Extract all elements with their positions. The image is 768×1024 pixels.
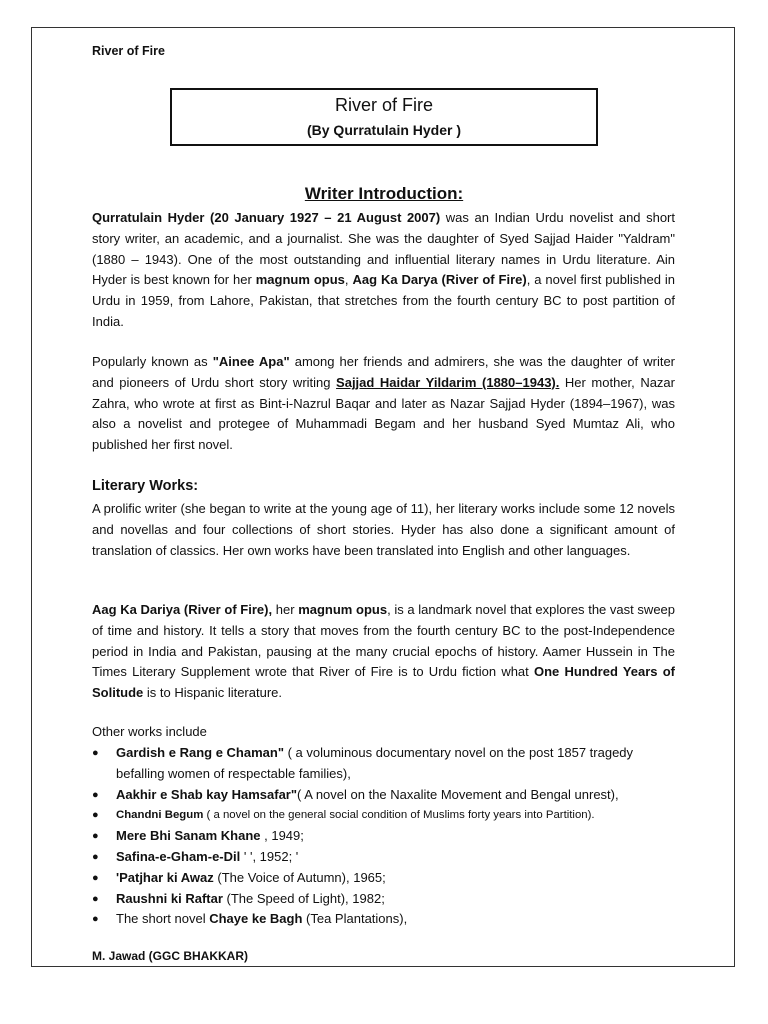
work-description: ( A novel on the Naxalite Movement and Bengal unrest), [297, 786, 619, 802]
intro2-text-1: Popularly known as [92, 354, 213, 369]
list-item [92, 847, 682, 868]
literary-paragraph-2 [92, 600, 675, 704]
list-item [92, 805, 682, 826]
footer-author: M. Jawad (GGC BHAKKAR) [92, 949, 249, 963]
intro-paragraph-2 [92, 352, 675, 456]
lit2-text-2: , is a landmark novel that explores the vast sweep of time and history. It tells a story that moves from the fourth century BC to the post-Independence period in India and Pakistan, pausing at the many crucial epochs of history. Aamer Hussein in The Times Literary Supplement wrote that River of Fire is to Urdu fiction what [92, 602, 676, 680]
intro2-bold-nickname: "Ainee Apa" [212, 354, 290, 369]
intro-text-3: , a novel first published in Urdu in 1959, from Lahore, Pakistan, that stretches from the fourth century BC to post partition of India. [92, 272, 675, 329]
list-item [92, 909, 682, 930]
intro2-text-3: Her mother, Nazar Zahra, who wrote at first as Bint-i-Nazrul Baqar and later as Nazar Sajjad Hyder (1894–1967), was also a novelist and protegee of Muhammadi Begam and her husband Syed Mumtaz Ali, who published her first novel. [92, 374, 675, 453]
literary-paragraph-1: A prolific writer (she began to write at the young age of 11), her literary works include some 12 novels and novellas and four collections of short stories. Hyder has also done a significant amount of translation of classics. Her own works have been translated into English and other languages. [92, 501, 675, 558]
intro-text-2: , [344, 272, 353, 288]
document-subtitle: (By Qurratulain Hyder ) [306, 122, 462, 138]
document-title: River of Fire [334, 95, 433, 115]
work-description: (Tea Plantations), [302, 911, 408, 927]
work-description: (The Speed of Light), 1982; [222, 890, 385, 906]
work-title: Gardish e Rang e Chaman" [116, 745, 284, 760]
intro-bold-novel: Aag Ka Darya (River of Fire) [352, 272, 527, 288]
intro2-text-2: among her friends and admirers, she was the daughter of writer and pioneers of Urdu short story writing [92, 354, 676, 390]
work-description: ' ', 1952; ' [240, 848, 299, 864]
work-title: Chaye ke Bagh [209, 911, 303, 927]
work-title: Aakhir e Shab kay Hamsafar" [116, 786, 298, 802]
intro-paragraph-1 [92, 208, 675, 333]
other-works-intro: Other works include [92, 724, 207, 739]
intro-bold-magnum: magnum opus [255, 272, 345, 288]
work-title: Chandni Begum [116, 809, 204, 822]
work-description: ( a voluminous documentary novel on the post 1857 tragedy befalling women of respectable families), [116, 745, 634, 781]
work-title: Safina-e-Gham-e-Dil [116, 848, 241, 864]
lit2-text-1: her [272, 602, 299, 617]
writer-intro-heading [0, 184, 768, 204]
work-title: Raushni ki Raftar [116, 890, 223, 906]
list-item [92, 868, 682, 889]
intro-text-1: was an Indian Urdu novelist and short story writer, an academic, and a journalist. She was the daughter of Syed Sajjad Haider "Yaldram" (1880 – 1943). One of the most outstanding and influential literary names in Urdu literature. Ain Hyder is best known for her [92, 210, 675, 288]
work-description: , 1949; [264, 828, 304, 844]
work-title: 'Patjhar ki Awaz [116, 869, 214, 885]
intro2-father-link[interactable]: Sajjad Haidar Yildarim (1880–1943). [336, 374, 560, 390]
lit2-bold-solitude: One Hundred Years of Solitude [92, 664, 675, 701]
title-box [170, 88, 598, 146]
other-works-list [92, 743, 682, 930]
list-item [92, 826, 682, 847]
running-header: River of Fire [92, 44, 165, 58]
work-description: (The Voice of Autumn), 1965; [213, 869, 386, 885]
lit2-bold-magnum: magnum opus [298, 602, 388, 617]
work-description: ( a novel on the general social condition of Muslims forty years into Partition). [203, 809, 595, 822]
lit2-text-3: is to Hispanic literature. [143, 685, 283, 701]
list-item [92, 743, 682, 785]
intro-bold-dates: Qurratulain Hyder (20 January 1927 – 21 August 2007) [92, 210, 441, 225]
writer-intro-heading-text: Writer Introduction: [304, 184, 464, 203]
work-prefix: The short novel [116, 911, 210, 927]
list-item [92, 889, 682, 910]
literary-works-heading: Literary Works: [92, 478, 199, 494]
list-item [92, 785, 682, 806]
lit2-bold-novel: Aag Ka Dariya (River of Fire), [92, 602, 273, 617]
work-title: Mere Bhi Sanam Khane [116, 828, 265, 844]
